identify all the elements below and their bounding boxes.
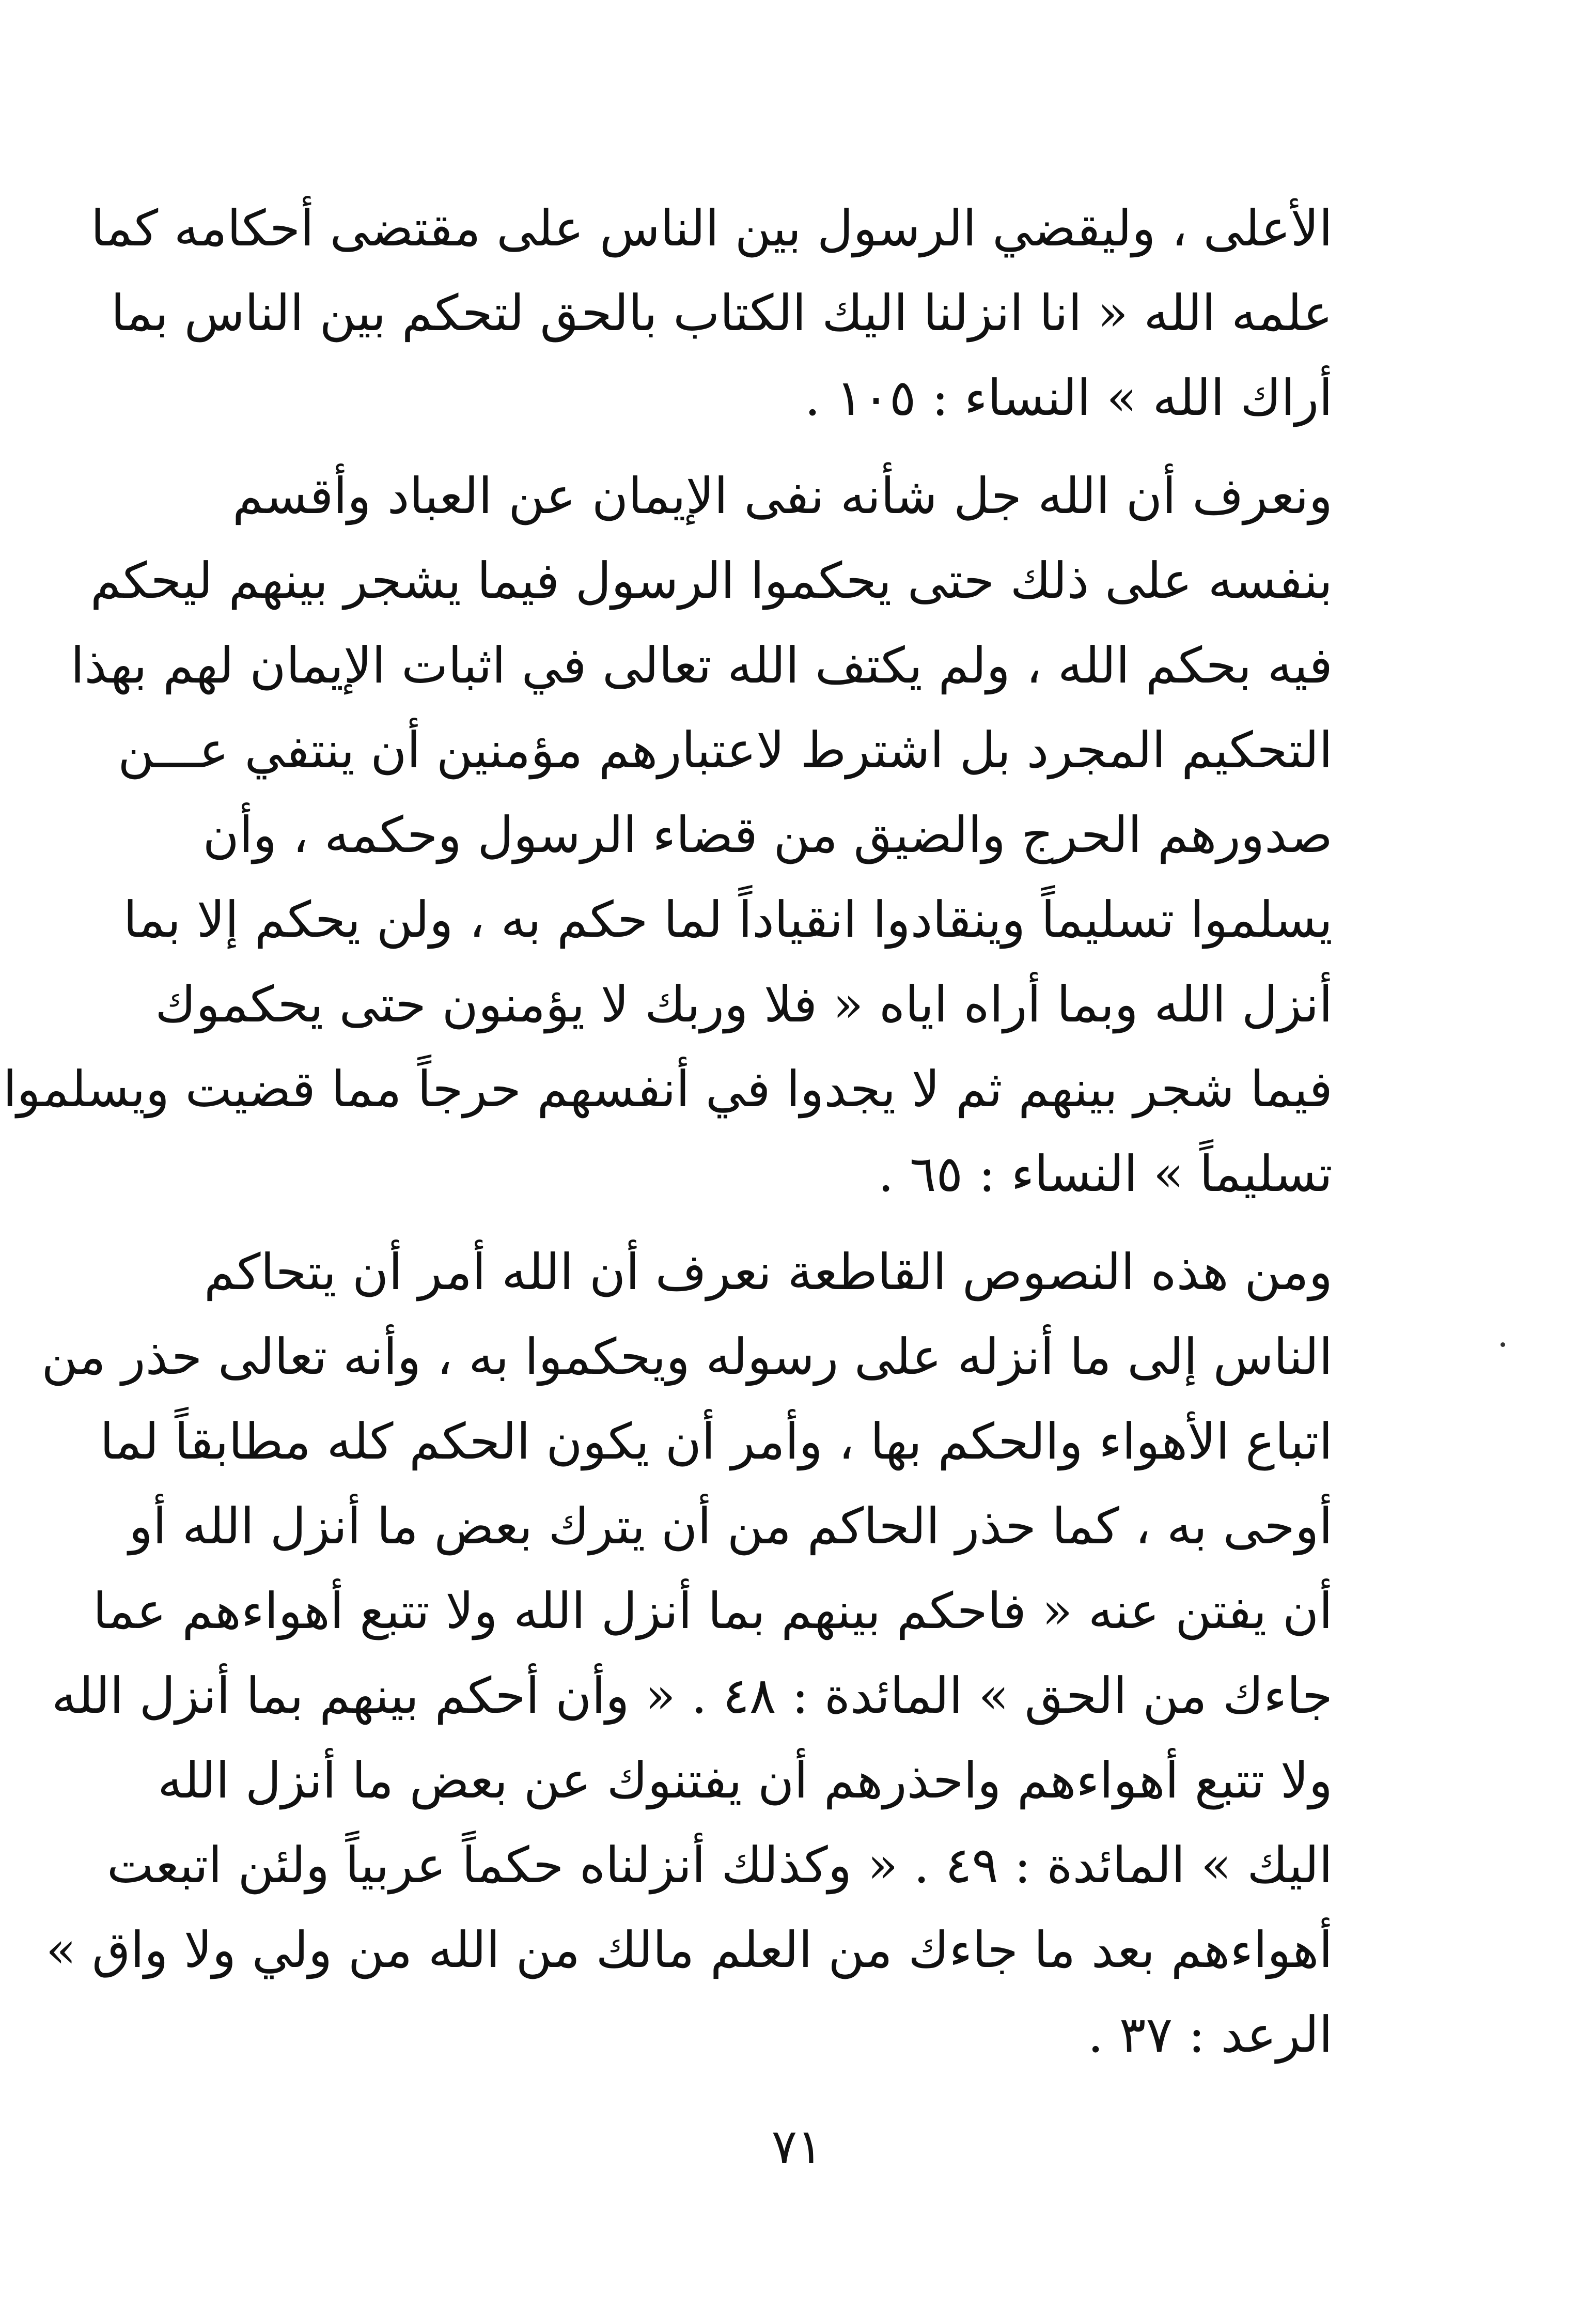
page-number: ٧١ [771,2119,823,2174]
text-line: الرعد : ٣٧ . [1087,2006,1333,2064]
text-line: علمه الله « انا انزلنا اليك الكتاب بالحق لتحكم بين الناس بما [111,284,1333,342]
text-line: بنفسه على ذلك حتى يحكموا الرسول فيما يشجر بينهم ليحكم [90,552,1333,610]
text-line: الناس إلى ما أنزله على رسوله ويحكموا به ، وأنه تعالى حذر من [41,1328,1333,1386]
text-line: التحكيم المجرد بل اشترط لاعتبارهم مؤمنين أن ينتفي عـــن [118,721,1333,779]
text-line: الأعلى ، وليقضي الرسول بين الناس على مقتضى أحكامه كما [90,199,1333,257]
paragraph-3 [41,1230,1333,2077]
paragraph-1 [90,186,1333,440]
paragraph-2 [3,454,1333,1216]
text-line: تسليماً » النساء : ٦٥ . [878,1145,1333,1203]
text-line: أنزل الله وبما أراه اياه « فلا وربك لا يؤمنون حتى يحكموك [155,975,1333,1033]
text-line: أهواءهم بعد ما جاءك من العلم مالك من الله من ولي ولا واق » [45,1921,1333,1979]
text-line: جاءك من الحق » المائدة : ٤٨ . « وأن أحكم بينهم بما أنزل الله [51,1667,1333,1725]
body-text [3,186,1333,2090]
text-line: ونعرف أن الله جل شأنه نفى الإيمان عن العباد وأقسم [232,467,1333,525]
text-line: صدورهم الحرج والضيق من قضاء الرسول وحكمه ، وأن [202,806,1333,864]
text-line: ومن هذه النصوص القاطعة نعرف أن الله أمر أن يتحاكم [204,1243,1333,1301]
text-line: فيه بحكم الله ، ولم يكتف الله تعالى في اثبات الإيمان لهم بهذا [70,637,1333,694]
text-line: ولا تتبع أهواءهم واحذرهم أن يفتنوك عن بعض ما أنزل الله [158,1752,1333,1809]
text-line: يسلموا تسليماً وينقادوا انقياداً لما حكم به ، ولن يحكم إلا بما [123,891,1333,949]
text-line: اليك » المائدة : ٤٩ . « وكذلك أنزلناه حكماً عربياً ولئن اتبعت [106,1836,1333,1894]
text-line: فيما شجر بينهم ثم لا يجدوا في أنفسهم حرجاً مما قضيت ويسلموا [3,1060,1333,1118]
text-line: أراك الله » النساء : ١٠٥ . [804,369,1333,427]
text-line: أن يفتن عنه « فاحكم بينهم بما أنزل الله ولا تتبع أهواءهم عما [92,1582,1333,1640]
text-line: اتباع الأهواء والحكم بها ، وأمر أن يكون الحكم كله مطابقاً لما [100,1413,1333,1470]
scan-speck [1501,1342,1505,1347]
text-line: أوحى به ، كما حذر الحاكم من أن يترك بعض ما أنزل الله أو [129,1497,1333,1555]
